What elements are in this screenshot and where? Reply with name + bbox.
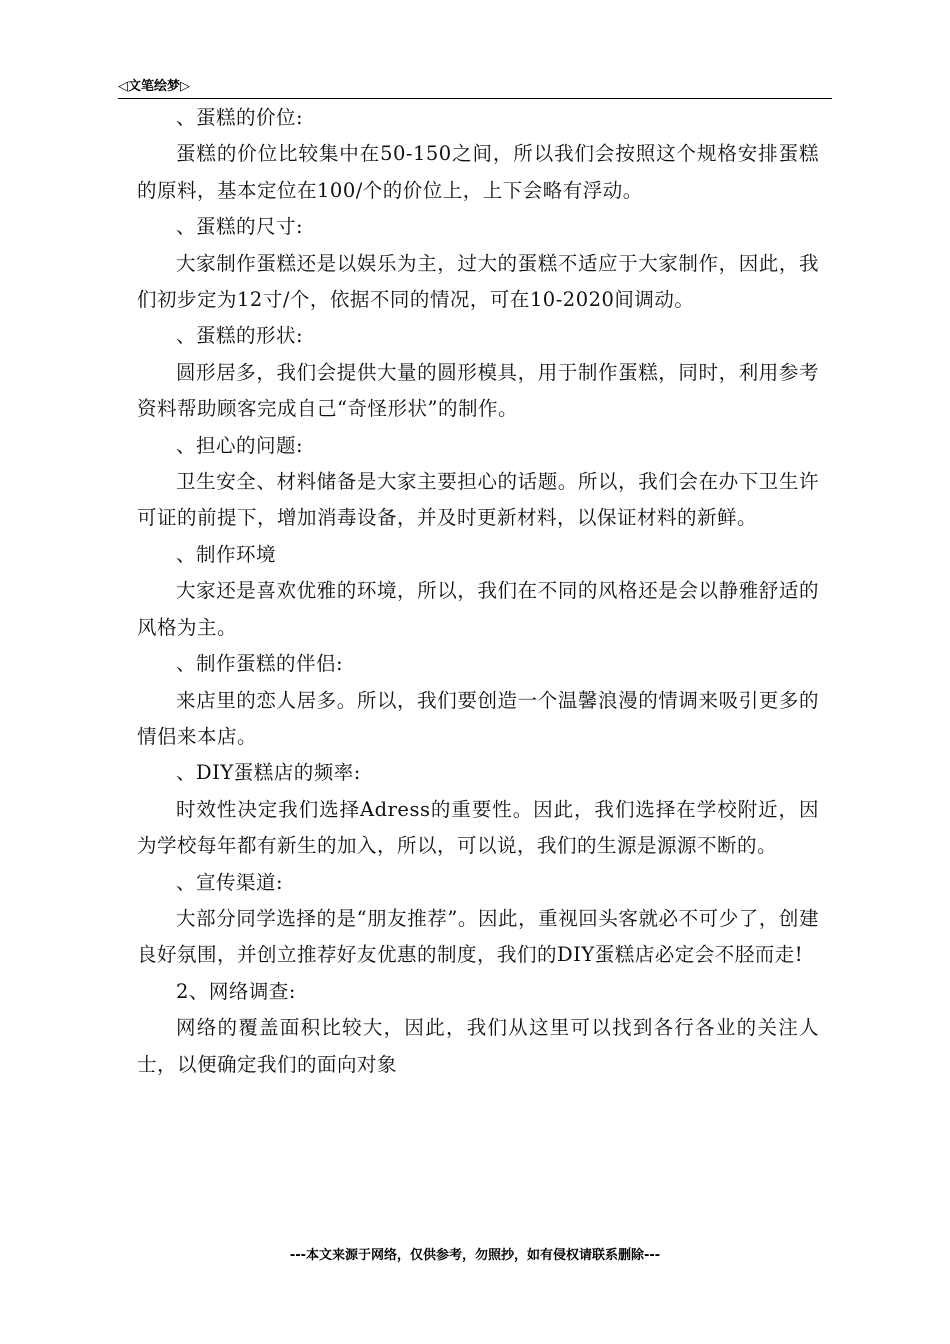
paragraph-size: 大家制作蛋糕还是以娱乐为主，过大的蛋糕不适应于大家制作，因此，我们初步定为12寸/个，依据不同的情况，可在10-2020间调动。 bbox=[137, 251, 819, 312]
paragraph-price: 蛋糕的价位比较集中在50-150之间，所以我们会按照这个规格安排蛋糕的原料，基本定位在100/个的价位上，上下会略有浮动。 bbox=[137, 142, 819, 202]
page-footer: ---本文来源于网络，仅供参考，勿照抄，如有侵权请联系删除--- bbox=[289, 1248, 661, 1263]
right-triangle-icon: ▷ bbox=[180, 79, 191, 94]
header-title-text: 文笔绘梦 bbox=[128, 79, 181, 94]
header-title bbox=[118, 75, 190, 94]
section-heading-shape: 、蛋糕的形状: bbox=[176, 324, 304, 348]
section-heading-online-survey: 2、网络调查: bbox=[176, 979, 296, 1003]
section-heading-concerns: 、担心的问题: bbox=[176, 433, 304, 457]
section-heading-promotion: 、宣传渠道: bbox=[176, 870, 284, 894]
paragraph-environment: 大家还是喜欢优雅的环境，所以，我们在不同的风格还是会以静雅舒适的风格为主。 bbox=[137, 579, 819, 639]
paragraph-partner: 来店里的恋人居多。所以，我们要创造一个温馨浪漫的情调来吸引更多的情侣来本店。 bbox=[137, 688, 819, 748]
section-heading-partner: 、制作蛋糕的伴侣: bbox=[176, 652, 344, 676]
paragraph-online-survey: 网络的覆盖面积比较大，因此，我们从这里可以找到各行各业的关注人士，以便确定我们的面向对象 bbox=[137, 1016, 819, 1076]
page-header bbox=[118, 72, 832, 99]
section-heading-environment: 、制作环境 bbox=[176, 542, 277, 566]
paragraph-concerns: 卫生安全、材料储备是大家主要担心的话题。所以，我们会在办下卫生许可证的前提下，增加消毒设备，并及时更新材料，以保证材料的新鲜。 bbox=[137, 470, 819, 530]
paragraph-frequency: 时效性决定我们选择Adress的重要性。因此，我们选择在学校附近，因为学校每年都有新生的加入，所以，可以说，我们的生源是源源不断的。 bbox=[137, 797, 819, 858]
paragraph-shape: 圆形居多，我们会提供大量的圆形模具，用于制作蛋糕，同时，利用参考资料帮助顾客完成自己“奇怪形状”的制作。 bbox=[137, 360, 819, 421]
document-body bbox=[137, 100, 819, 1083]
section-heading-size: 、蛋糕的尺寸: bbox=[176, 215, 304, 239]
paragraph-promotion: 大部分同学选择的是“朋友推荐”。因此，重视回头客就必不可少了，创建良好氛围，并创立推荐好友优惠的制度，我们的DIY蛋糕店必定会不胫而走! bbox=[137, 906, 819, 967]
section-heading-frequency: 、DIY蛋糕店的频率: bbox=[176, 761, 361, 785]
left-triangle-icon: ◁ bbox=[118, 79, 128, 94]
section-heading-price: 、蛋糕的价位: bbox=[176, 106, 304, 129]
